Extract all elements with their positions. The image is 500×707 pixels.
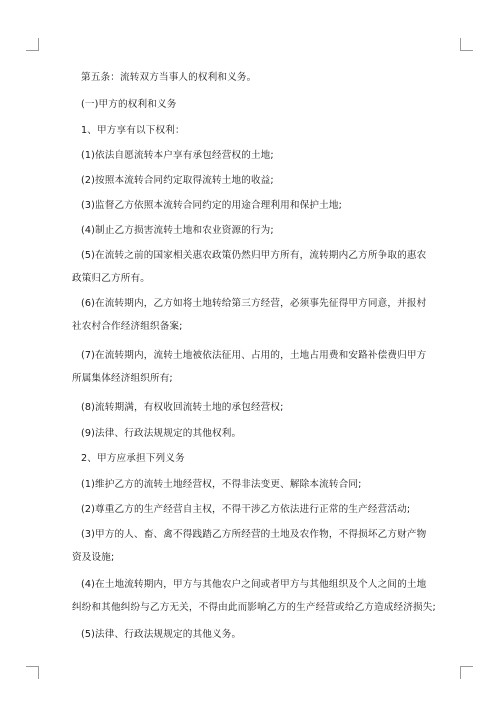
obligations-item-1: (1)维护乙方的流转土地经营权，不得非法变更、解除本流转合同; — [81, 479, 362, 490]
rights-item-3: (3)监督乙方依照本流转合同约定的用途合理利用和保护土地; — [81, 200, 343, 211]
obligations-item-3 — [72, 528, 441, 564]
article-title: 第五条：流转双方当事人的权利和义务。 — [81, 72, 257, 83]
obligations-heading: 2、甲方应承担下列义务 — [81, 453, 185, 464]
rights-item-7 — [72, 349, 441, 385]
rights-item-7-line-2: 所属集体经济组织所有; — [72, 373, 173, 384]
obligations-item-3-line-1: (3)甲方的人、畜、禽不得践踏乙方所经营的土地及农作物，不得损坏乙方财产物 — [81, 529, 427, 540]
obligations-item-3-line-2: 资及设施; — [72, 552, 115, 563]
obligations-item-5: (5)法律、行政法规规定的其他义务。 — [81, 629, 242, 640]
rights-item-2: (2)按照本流转合同约定取得流转土地的收益; — [81, 175, 274, 186]
crop-mark-bottom-left — [26, 666, 39, 667]
section-heading: (一)甲方的权利和义务 — [81, 99, 177, 110]
rights-item-6 — [72, 297, 441, 333]
rights-item-4: (4)制止乙方损害流转土地和农业资源的行为; — [81, 225, 274, 236]
rights-item-5 — [72, 249, 441, 285]
rights-item-8: (8)流转期满，有权收回流转土地的承包经营权; — [81, 402, 284, 413]
obligations-item-4 — [72, 578, 441, 614]
obligations-item-4-line-1: (4)在土地流转期内，甲方与其他农户之间或者甲方与其他组织及个人之间的土地 — [81, 579, 427, 590]
rights-item-6-line-2: 社农村合作经济组织备案; — [72, 321, 183, 332]
crop-mark-top-right — [460, 50, 473, 51]
rights-item-6-line-1: (6)在流转期内，乙方如将土地转给第三方经营，必须事先征得甲方同意，并报村 — [81, 298, 427, 309]
crop-mark-top-left — [26, 50, 39, 51]
rights-item-9: (9)法律、行政法规规定的其他权利。 — [81, 428, 242, 439]
obligations-item-4-line-2: 纠纷和其他纠纷与乙方无关，不得由此而影响乙方的生产经营或给乙方造成经济损失; — [72, 602, 436, 613]
crop-mark-top-left — [38, 38, 39, 50]
rights-item-5-line-2: 政策归乙方所有。 — [72, 273, 150, 284]
rights-item-1: (1)依法自愿流转本户享有承包经营权的土地; — [81, 150, 274, 161]
crop-mark-bottom-right — [460, 666, 473, 667]
crop-mark-top-right — [460, 38, 461, 50]
rights-item-7-line-1: (7)在流转期内，流转土地被依法征用、占用的，土地占用费和安路补偿费归甲方 — [81, 350, 427, 361]
rights-item-5-line-1: (5)在流转之前的国家相关惠农政策仍然归甲方所有，流转期内乙方所争取的惠农 — [81, 250, 427, 261]
crop-mark-bottom-left — [38, 666, 39, 679]
rights-heading: 1、甲方享有以下权利： — [81, 125, 185, 136]
obligations-item-2: (2)尊重乙方的生产经营自主权，不得干涉乙方依法进行正常的生产经营活动; — [81, 504, 411, 515]
crop-mark-bottom-right — [460, 666, 461, 679]
